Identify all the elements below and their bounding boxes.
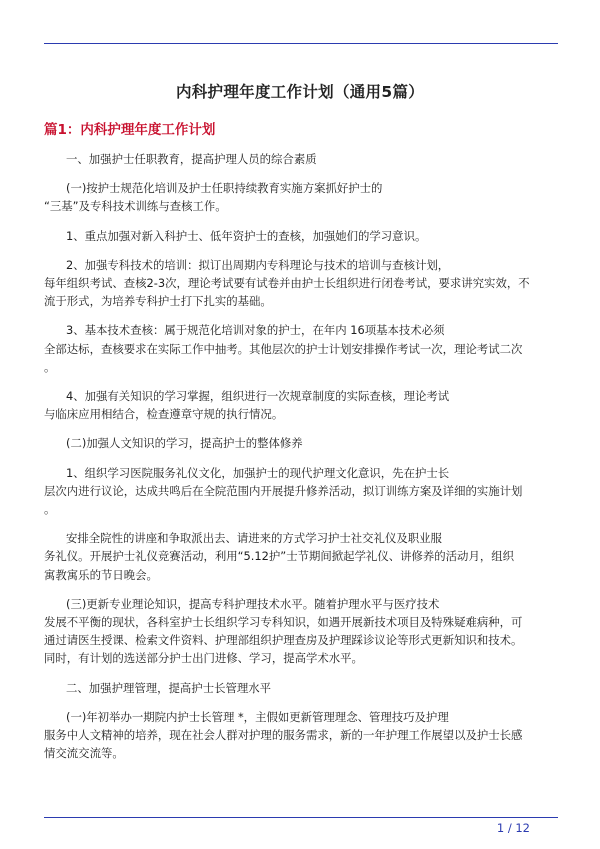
- body-paragraph: [44, 529, 558, 584]
- paragraph-line: 寓教寓乐的节日晚会。: [44, 567, 158, 582]
- body-paragraph: [44, 464, 558, 519]
- paragraph-line: 同时，有计划的选送部分护士出门进修、学习，提高学术水平。: [44, 651, 363, 666]
- paragraph-line: 情交流交流等。: [44, 746, 124, 761]
- paragraph-line: 与临床应用相结合，检查遵章守规的执行情况。: [44, 407, 284, 422]
- paragraph-line: 2、加强专科技术的培训：拟订出周期内专科理论与技术的培训与查核计划，: [66, 257, 450, 272]
- section-heading: 篇1：内科护理年度工作计划: [44, 122, 216, 138]
- paragraph-line: 一、加强护士任职教育，提高护理人员的综合素质: [66, 152, 317, 166]
- paragraph-line: 。: [44, 359, 56, 374]
- body-paragraph: [44, 150, 558, 168]
- paragraph-line: 安排全院性的讲座和争取派出去、请进来的方式学习护士社交礼仪及职业服: [66, 531, 442, 546]
- page-number: 1 / 12: [496, 821, 530, 835]
- body-paragraph: [44, 321, 558, 376]
- paragraph-line: (一)年初举办一期院内护士长管理 *，主假如更新管理理念、管理技巧及护理: [66, 709, 449, 724]
- document-title: 内科护理年度工作计划（通用5篇）: [175, 83, 425, 101]
- paragraph-line: (二)加强人文知识的学习，提高护士的整体修养: [66, 436, 303, 451]
- paragraph-line: “三基”及专科技术训练与查核工作。: [44, 199, 227, 214]
- paragraph-line: 3、基本技术查核：属于规范化培训对象的护士，在年内 16项基本技术必须: [66, 323, 445, 338]
- paragraph-line: 全部达标，查核要求在实际工作中抽考。其他层次的护士计划安排操作考试一次，理论考试二次: [44, 341, 523, 356]
- paragraph-line: 二、加强护理管理，提高护士长管理水平: [66, 680, 272, 695]
- paragraph-line: 1、重点加强对新入科护士、低年资护士的查核，加强她们的学习意识。: [66, 228, 427, 243]
- body-paragraph: [44, 179, 558, 215]
- header-rule: [44, 43, 558, 44]
- paragraph-line: (三)更新专业理论知识，提高专科护理技术水平。随着护理水平与医疗技术: [66, 596, 440, 611]
- body-paragraph: [44, 256, 558, 311]
- body-paragraph: [44, 595, 558, 668]
- paragraph-line: 通过请医生授课、检索文件资料、护理部组织护理查房及护理踩诊议论等形式更新知识和技术。: [44, 633, 523, 648]
- document-body: [44, 150, 558, 773]
- paragraph-line: 层次内进行议论，达成共鸣后在全院范围内开展提升修养活动，拟订训练方案及详细的实施计划: [44, 483, 523, 498]
- body-paragraph: [44, 434, 558, 452]
- paragraph-line: (一)按护士规范化培训及护士任职持续教育实施方案抓好护士的: [66, 181, 383, 196]
- body-paragraph: [44, 679, 558, 697]
- body-paragraph: [44, 387, 558, 423]
- body-paragraph: [44, 708, 558, 763]
- footer-rule: [44, 817, 558, 818]
- paragraph-line: 4、加强有关知识的学习掌握，组织进行一次规章制度的实际查核，理论考试: [66, 389, 450, 404]
- paragraph-line: 流于形式，为培养专科护士打下扎实的基础。: [44, 294, 272, 309]
- paragraph-line: 1、组织学习医院服务礼仪文化，加强护士的现代护理文化意识，先在护士长: [66, 465, 450, 480]
- paragraph-line: 服务中人文精神的培养，现在社会人群对护理的服务需求，新的一年护理工作展望以及护士长感: [44, 728, 523, 743]
- paragraph-line: 发展不平衡的现状，各科室护士长组织学习专科知识，如遇开展新技术项目及特殊疑难病种，可: [44, 615, 523, 630]
- paragraph-line: 务礼仪。开展护士礼仪竞赛活动，利用“5.12护”士节期间掀起学礼仪、讲修养的活动月，组织: [44, 549, 515, 564]
- body-paragraph: [44, 227, 558, 245]
- paragraph-line: 。: [44, 502, 56, 517]
- paragraph-line: 每年组织考试、查核2-3次，理论考试要有试卷并由护士长组织进行闭卷考试，要求讲究实效，不: [44, 276, 530, 291]
